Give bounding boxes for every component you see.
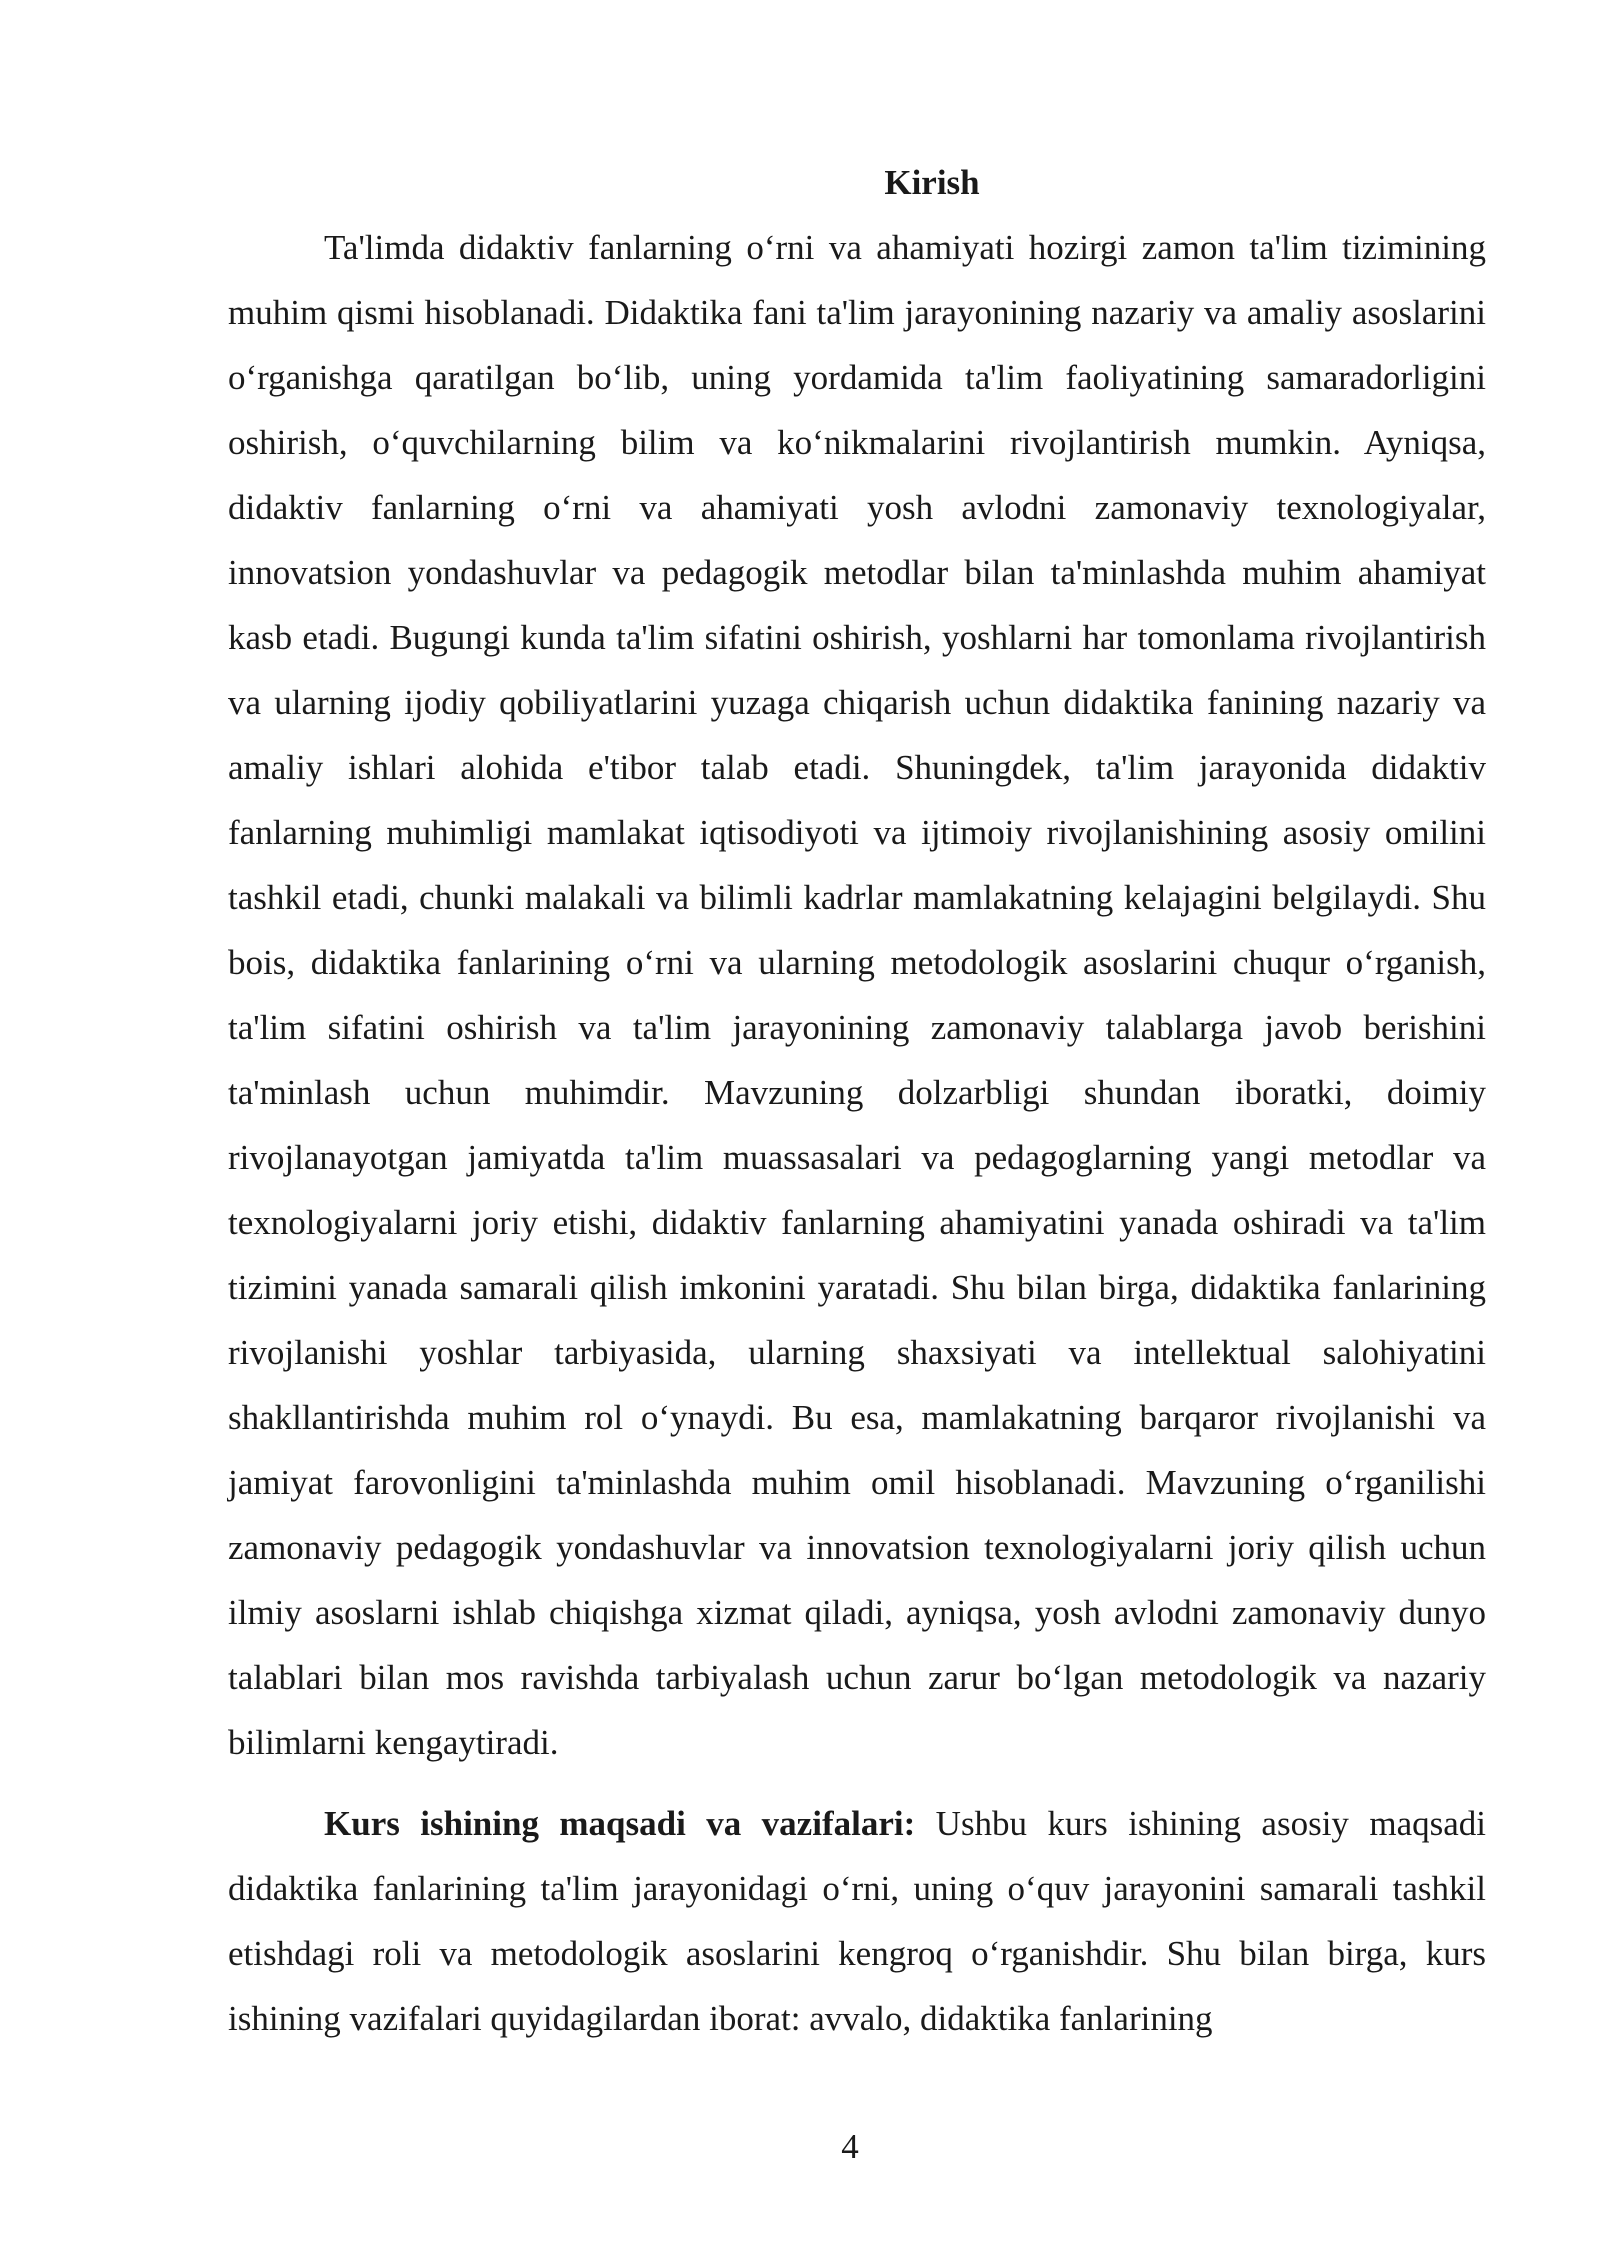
goals-paragraph-body: Ushbu kurs ishining asosiy maqsadi didaktika fanlarining ta'lim jarayonidagi o‘rni, uning o‘quv jarayonini samarali tashkil etishdagi roli va metodologik asoslarini kengroq o‘rganishdir. Shu bilan birga, kurs ishining vazifalari quyidagilardan iborat: avvalo, didaktika fanlarining xyxy=(228,1804,1486,2038)
goals-paragraph-lead: Kurs ishining maqsadi va vazifalari: xyxy=(324,1804,916,1843)
introduction-paragraph: Ta'limda didaktiv fanlarning o‘rni va ahamiyati hozirgi zamon ta'lim tizimining muhim qismi hisoblanadi. Didaktika fani ta'lim jarayonining nazariy va amaliy asoslarini o‘rganishga qaratilgan bo‘lib, uning yordamida ta'lim faoliyatining samaradorligini oshirish, o‘quvchilarning bilim va ko‘nikmalarini rivojlantirish mumkin. Ayniqsa, didaktiv fanlarning o‘rni va ahamiyati yosh avlodni zamonaviy texnologiyalar, innovatsion yondashuvlar va pedagogik metodlar bilan ta'minlashda muhim ahamiyat kasb etadi. Bugungi kunda ta'lim sifatini oshirish, yoshlarni har tomonlama rivojlantirish va ularning ijodiy qobiliyatlarini yuzaga chiqarish uchun didaktika fanining nazariy va amaliy ishlari alohida e'tibor talab etadi. Shuningdek, ta'lim jarayonida didaktiv fanlarning muhimligi mamlakat iqtisodiyoti va ijtimoiy rivojlanishining asosiy omilini tashkil etadi, chunki malakali va bilimli kadrlar mamlakatning kelajagini belgilaydi. Shu bois, didaktika fanlarining o‘rni va ularning metodologik asoslarini chuqur o‘rganish, ta'lim sifatini oshirish va ta'lim jarayonining zamonaviy talablarga javob berishini ta'minlash uchun muhimdir. Mavzuning dolzarbligi shundan iboratki, doimiy rivojlanayotgan jamiyatda ta'lim muassasalari va pedagoglarning yangi metodlar va texnologiyalarni joriy etishi, didaktiv fanlarning ahamiyatini yanada oshiradi va ta'lim tizimini yanada samarali qilish imkonini yaratadi. Shu bilan birga, didaktika fanlarining rivojlanishi yoshlar tarbiyasida, ularning shaxsiyati va intellektual salohiyatini shakllantirishda muhim rol o‘ynaydi. Bu esa, mamlakatning barqaror rivojlanishi va jamiyat farovonligini ta'minlashda muhim omil hisoblanadi. Mavzuning o‘rganilishi zamonaviy pedagogik yondashuvlar va innovatsion texnologiyalarni joriy qilish uchun ilmiy asoslarni ishlab chiqishga xizmat qiladi, ayniqsa, yosh avlodni zamonaviy dunyo talablari bilan mos ravishda tarbiyalash uchun zarur bo‘lgan metodologik va nazariy bilimlarni kengaytiradi. xyxy=(228,228,1486,1762)
goals-paragraph xyxy=(228,1791,1486,2051)
section-heading: Kirish xyxy=(884,163,980,202)
page-number: 4 xyxy=(841,2127,859,2166)
page-content xyxy=(228,150,1486,2051)
